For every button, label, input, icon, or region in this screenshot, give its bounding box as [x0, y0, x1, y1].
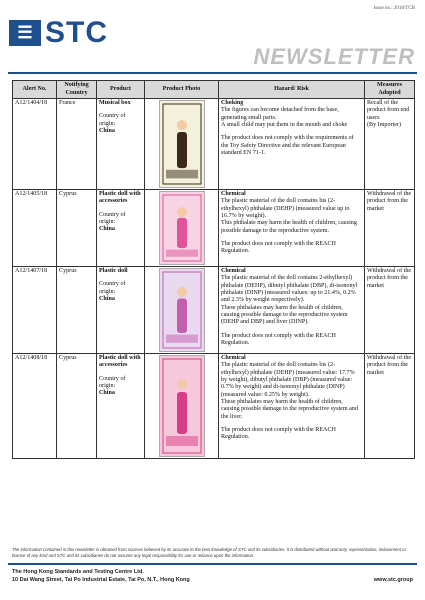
footer-address: 10 Dai Wang Street, Tai Po Industrial Estate, Tai Po, N.T., Hong Kong	[12, 577, 190, 583]
hazard-title: Chemical	[221, 268, 246, 274]
hazard-description: The figures can become detached from the base, generating small parts.	[221, 107, 339, 121]
product-cell	[97, 190, 145, 267]
compliance-note: The product does not comply with the REACH Regulation.	[221, 240, 336, 255]
alert-number: A12/1404/18	[13, 99, 57, 190]
measures-cell	[365, 354, 415, 459]
origin-country: China	[99, 127, 115, 134]
table-row	[13, 354, 415, 459]
hazard-risk-cell	[219, 190, 365, 267]
product-cell	[97, 354, 145, 459]
notifying-country: Cyprus	[57, 354, 97, 459]
origin-country: China	[99, 226, 115, 233]
product-photo-image	[160, 192, 204, 264]
hazard-description: These phthalates may harm the health of children, causing possible damage to the reproductive system (DEHP and DBP) and liver (DINP).	[221, 304, 348, 326]
product-photo-image	[160, 101, 204, 187]
origin-country: China	[99, 295, 115, 302]
hazard-title: Choking	[221, 100, 244, 106]
footer-company: The Hong Kong Standards and Testing Centre Ltd.	[12, 569, 144, 575]
measures-cell	[365, 190, 415, 267]
stc-logo-text: STC	[45, 16, 108, 49]
newsletter-title: NEWSLETTER	[253, 44, 415, 69]
origin-label: Country of origin:	[99, 113, 126, 127]
product-cell	[97, 267, 145, 354]
header-hazard-risk: Hazard/ Risk	[219, 81, 365, 99]
compliance-note: The product does not comply with the requirements of the Toy Safety Directive and the relevant European standard EN 71-1.	[221, 135, 354, 156]
product-photo-image	[160, 269, 204, 351]
measures-note: (By Importer)	[367, 121, 402, 128]
table-row	[13, 190, 415, 267]
notifying-country: Cyprus	[57, 190, 97, 267]
product-name: Musical box	[99, 100, 131, 106]
stc-logo	[9, 18, 108, 48]
hazard-risk-cell	[219, 267, 365, 354]
product-photo-cell	[145, 190, 219, 267]
table-row	[13, 99, 415, 190]
hazard-risk-cell	[219, 354, 365, 459]
measures-cell	[365, 99, 415, 190]
header-divider	[8, 72, 417, 74]
header-notifying-country: Notifying Country	[57, 81, 97, 99]
product-photo	[159, 355, 205, 457]
origin-country: China	[99, 390, 115, 397]
product-photo	[159, 100, 205, 188]
origin-label: Country of origin:	[99, 211, 126, 225]
product-cell	[97, 99, 145, 190]
hazard-description: The plastic material of the doll contains bis (2-ethylhexyl) phthalate (DEHP) (measured value up to 16.7% by weight).	[221, 198, 350, 219]
alert-number: A12/1405/18	[13, 190, 57, 267]
notifying-country: France	[57, 99, 97, 190]
table-header-row	[13, 81, 415, 99]
hazard-description: These phthalates may harm the health of children, causing possible damage to the reproductive system and the liver.	[221, 398, 358, 420]
footer-website[interactable]: www.stc.group	[373, 577, 413, 583]
hazard-risk-cell	[219, 99, 365, 190]
product-name: Plastic doll with accessories	[99, 355, 141, 369]
measures-cell	[365, 267, 415, 354]
hazard-description: The plastic material of the doll contains bis (2-ethylhexyl) phthalate (DEHP) (measured value: 17.7% by weight), dibutyl phthalate (DBP) (measured value: 0.7% by weight) and di-isononyl phthalate (DINP) (measured value: 0.25% by weight).	[221, 362, 355, 398]
issue-number: Issue no.: 2018/TCB	[373, 6, 415, 11]
origin-label: Country of origin:	[99, 375, 126, 389]
measures-adopted: Withdrawal of the product from the market	[367, 191, 412, 212]
header-product-photo: Product Photo	[145, 81, 219, 99]
stc-logo-mark: ☰	[9, 20, 41, 46]
hazard-description: This phthalate may harm the health of children, causing possible damage to the reproductive system.	[221, 220, 357, 234]
hazard-title: Chemical	[221, 191, 246, 197]
origin-label: Country of origin:	[99, 281, 126, 295]
hazard-description: A small child may put them in the mouth and choke	[221, 121, 348, 128]
product-photo-image	[160, 356, 204, 456]
compliance-note: The product does not comply with the REACH Regulation.	[221, 426, 336, 441]
measures-adopted: Recall of the product from end users	[367, 100, 410, 121]
footer-divider	[8, 563, 417, 565]
product-name: Plastic doll	[99, 268, 128, 274]
alert-number: A12/1408/18	[13, 354, 57, 459]
product-photo	[159, 191, 205, 265]
product-photo-cell	[145, 354, 219, 459]
product-photo-cell	[145, 99, 219, 190]
header-measures-adopted: Measures Adopted	[365, 81, 415, 99]
disclaimer: The information contained in this newsletter is obtained from sources believed by its accurate to the best knowledge of STC and its subsidiaries. It is distributed without warranty, representation, inducement or licence of any kind and STC and its subsidiaries do not assume any legal responsibility for use or reliance upon the information.	[12, 547, 407, 558]
table-row	[13, 267, 415, 354]
product-photo	[159, 268, 205, 352]
alert-number: A12/1407/18	[13, 267, 57, 354]
header-product: Product	[97, 81, 145, 99]
compliance-note: The product does not comply with the REACH Regulation.	[221, 332, 336, 346]
measures-adopted: Withdrawal of the product from the market	[367, 355, 412, 376]
notifying-country: Cyprus	[57, 267, 97, 354]
hazard-title: Chemical	[221, 355, 246, 361]
header-alert-no: Alert No.	[13, 81, 57, 99]
product-photo-cell	[145, 267, 219, 354]
product-name: Plastic doll with accessories	[99, 191, 141, 205]
measures-adopted: Withdrawal of the product from the market	[367, 268, 412, 289]
alerts-table	[12, 80, 415, 459]
hazard-description: The plastic material of the doll contains 2-ethylhexyl) phthalate (DEHP), dibutyl phthalate (DBP), di-isononyl phthalate (DINP) (measured values: up to 21.4%, 0.2% and 2.3% by weight respectively).	[221, 275, 358, 304]
